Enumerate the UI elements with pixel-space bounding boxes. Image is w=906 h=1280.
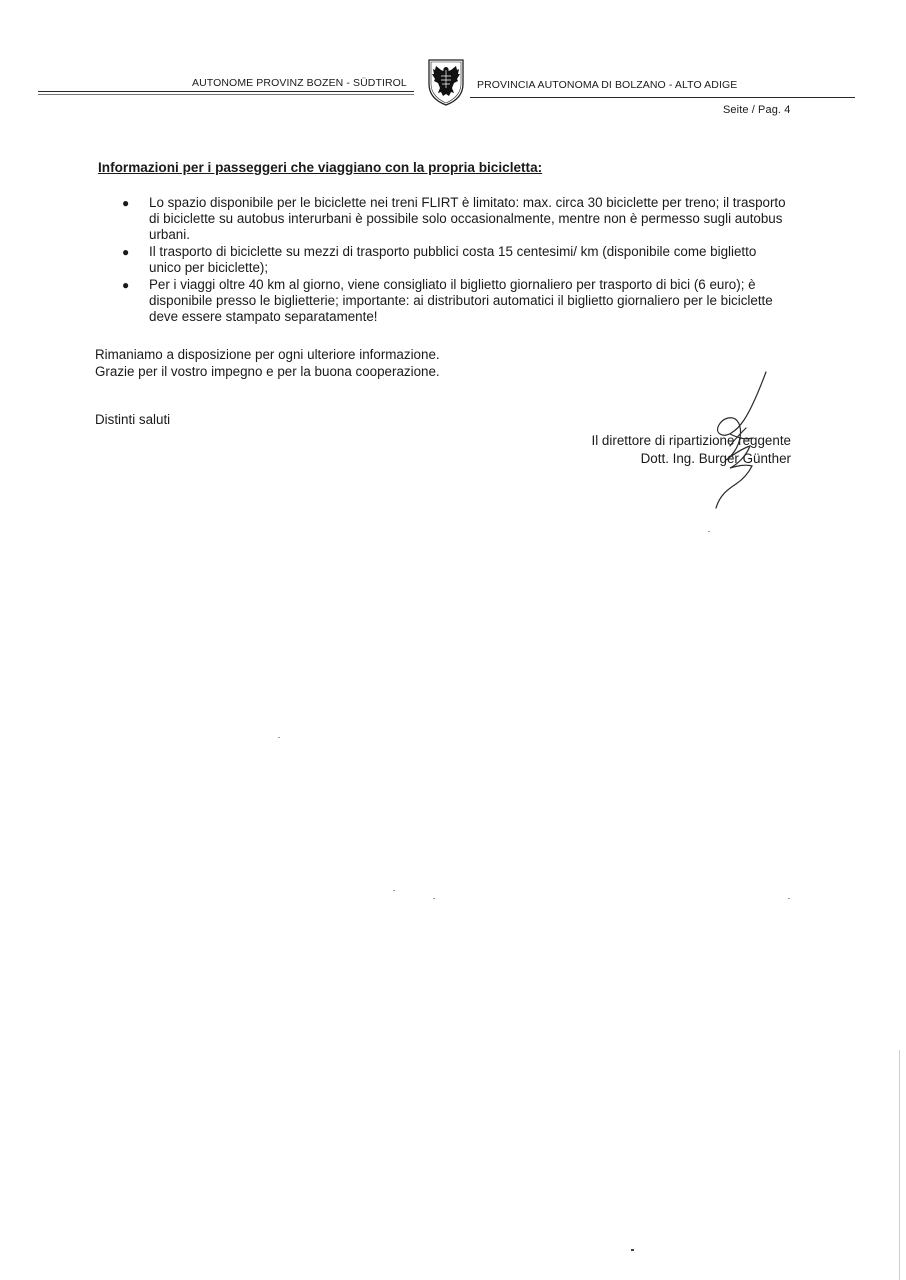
list-item: [122, 195, 791, 243]
bullet-text: Il trasporto di biciclette su mezzi di trasporto pubblici costa 15 centesimi/ km (disponibile come biglietto unico per biciclette);: [149, 244, 757, 275]
header-left-text: AUTONOME PROVINZ BOZEN - SÜDTIROL: [192, 77, 407, 89]
closing-line-2: Grazie per il vostro impegno e per la buona cooperazione.: [95, 364, 440, 379]
closing-line-1: Rimaniamo a disposizione per ogni ulteriore informazione.: [95, 347, 440, 362]
bullet-icon: ●: [122, 196, 130, 210]
signature-name: Dott. Ing. Burger Günther: [640, 451, 791, 466]
signature-role: Il direttore di ripartizione reggente: [591, 433, 791, 448]
header-rule-left: [38, 91, 414, 92]
scan-edge-shadow: [899, 1050, 900, 1280]
list-item: [122, 244, 791, 276]
list-item: [122, 277, 791, 325]
bullet-list: [122, 195, 791, 326]
closing-greeting: Distinti saluti: [95, 412, 171, 427]
bullet-text: Per i viaggi oltre 40 km al giorno, viene consigliato il biglietto giornaliero per trasporto di bici (6 euro); è disponibile presso le biglietterie; importante: ai distributori automatici il biglietto giornaliero per le biciclette deve essere stampato separatamente!: [149, 277, 773, 324]
header-rule-left-lower: [38, 94, 414, 95]
bullet-text: Lo spazio disponibile per le biciclette nei treni FLIRT è limitato: max. circa 30 biciclette per treno; il trasporto di biciclette su autobus interurbani è possibile solo occasionalmente, mentre non è permesso sugli autobus urbani.: [149, 195, 786, 242]
page-number: Seite / Pag. 4: [723, 104, 791, 116]
bullet-icon: ●: [122, 245, 130, 259]
tyrolean-eagle-coat-of-arms-icon: [427, 58, 465, 106]
header-right-text: PROVINCIA AUTONOMA DI BOLZANO - ALTO ADIGE: [477, 79, 738, 91]
section-heading: Informazioni per i passeggeri che viaggiano con la propria bicicletta:: [98, 160, 543, 175]
header-rule-right: [470, 97, 855, 98]
handwritten-signature: [690, 368, 780, 513]
bullet-icon: ●: [122, 278, 130, 292]
